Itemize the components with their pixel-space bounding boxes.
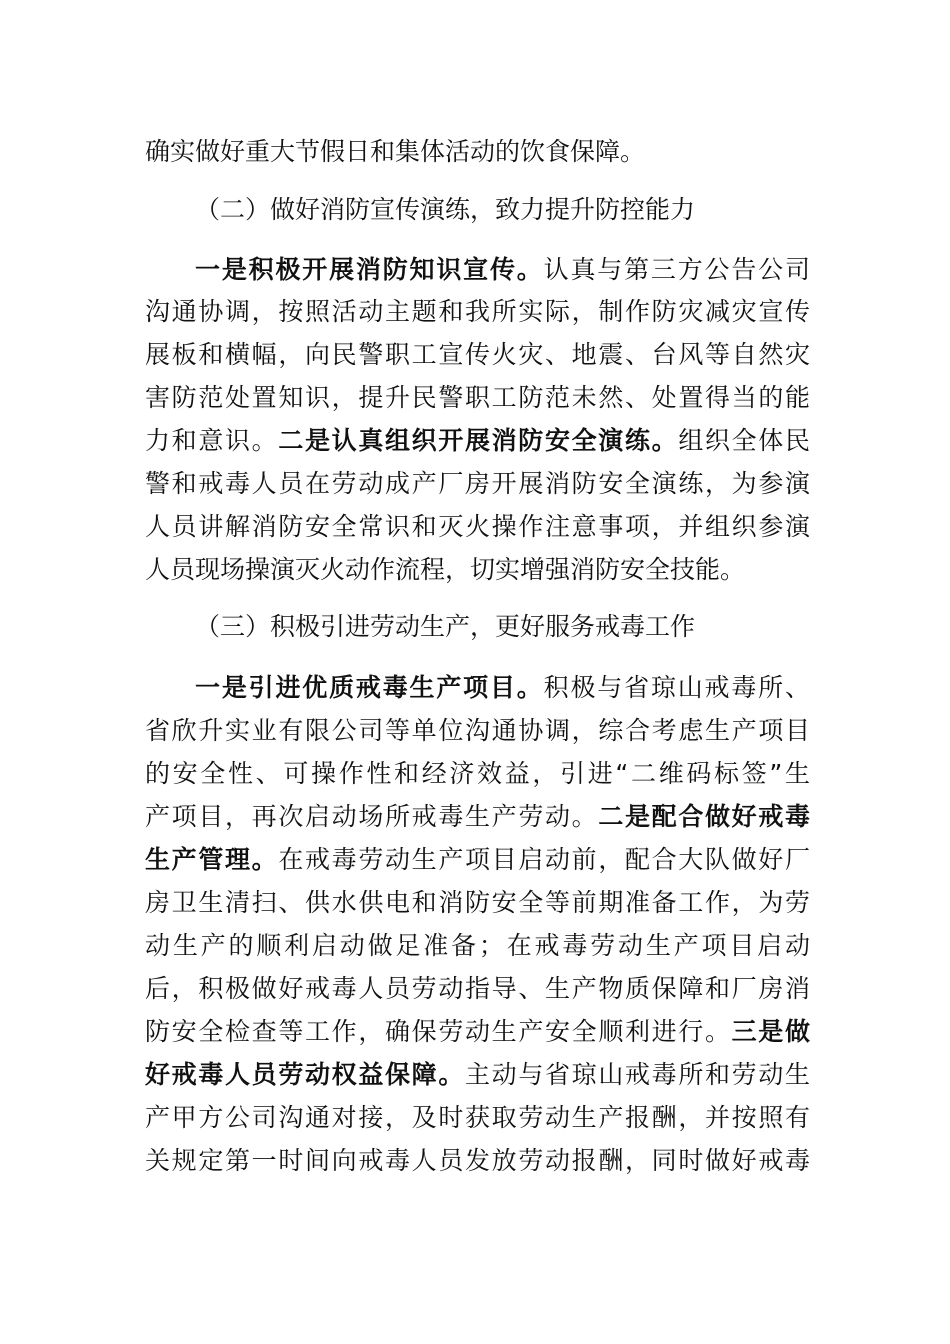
text-line — [145, 711, 810, 751]
text-line — [145, 883, 810, 923]
text-line — [145, 926, 810, 966]
body-text: 后，积极做好戒毒人员劳动指导、生产物质保障和厂房消 — [145, 974, 810, 1003]
text-line — [145, 292, 810, 332]
text-line — [145, 797, 810, 837]
bold-lead-text: 生产管理。 — [145, 845, 279, 874]
body-text: 主动与省琼山戒毒所和劳动生 — [465, 1060, 810, 1089]
body-text: 展板和横幅，向民警职工宣传火灾、地震、台风等自然灾 — [145, 340, 810, 369]
body-text: 人员讲解消防安全常识和灭火操作注意事项，并组织参演 — [145, 512, 810, 541]
body-text: 产甲方公司沟通对接，及时获取劳动生产报酬，并按照有 — [145, 1103, 810, 1132]
text-line — [145, 969, 810, 1009]
bold-lead-text: 二是认真组织开展消防安全演练。 — [278, 426, 679, 455]
text-line — [145, 1098, 810, 1138]
body-text: 关规定第一时间向戒毒人员发放劳动报酬，同时做好戒毒 — [145, 1146, 810, 1175]
body-text: （二）做好消防宣传演练，致力提升防控能力 — [195, 195, 696, 224]
bold-lead-text: 三是做 — [731, 1017, 810, 1046]
body-text: 确实做好重大节假日和集体活动的饮食保障。 — [145, 137, 646, 166]
text-line — [145, 550, 810, 590]
text-line — [145, 1055, 810, 1095]
text-line — [145, 132, 810, 172]
body-text: 的安全性、可操作性和经济效益，引进“二维码标签”生 — [145, 759, 810, 788]
text-line — [145, 840, 810, 880]
body-text: 警和戒毒人员在劳动成产厂房开展消防安全演练，为参演 — [145, 469, 810, 498]
paragraph-first-line — [195, 668, 810, 708]
body-text: 认真与第三方公告公司 — [543, 255, 810, 284]
body-text: 害防范处置知识，提升民警职工防范未然、处置得当的能 — [145, 383, 810, 412]
body-text: 人员现场操演灭火动作流程，切实增强消防安全技能。 — [145, 555, 746, 584]
section-heading — [195, 190, 810, 230]
body-text: 产项目，再次启动场所戒毒生产劳动。 — [145, 802, 599, 831]
text-line — [145, 335, 810, 375]
bold-lead-text: 一是积极开展消防知识宣传。 — [195, 255, 544, 284]
bold-lead-text: 好戒毒人员劳动权益保障。 — [145, 1060, 465, 1089]
paragraph-first-line — [195, 250, 810, 290]
body-text: 省欣升实业有限公司等单位沟通协调，综合考虑生产项目 — [145, 716, 810, 745]
text-line — [145, 754, 810, 794]
text-line — [145, 378, 810, 418]
bold-lead-text: 二是配合做好戒毒 — [598, 802, 810, 831]
body-text: 积极与省琼山戒毒所、 — [543, 673, 810, 702]
body-text: （三）积极引进劳动生产，更好服务戒毒工作 — [195, 612, 696, 641]
section-heading — [195, 607, 810, 647]
bold-lead-text: 一是引进优质戒毒生产项目。 — [195, 673, 544, 702]
body-text: 组织全体民 — [678, 426, 810, 455]
body-text: 房卫生清扫、供水供电和消防安全等前期准备工作，为劳 — [145, 888, 810, 917]
body-text: 沟通协调，按照活动主题和我所实际，制作防灾减灾宣传 — [145, 297, 810, 326]
body-text: 动生产的顺利启动做足准备；在戒毒劳动生产项目启动 — [145, 931, 810, 960]
text-line — [145, 1012, 810, 1052]
text-line — [145, 507, 810, 547]
body-text: 力和意识。 — [145, 426, 279, 455]
body-text: 在戒毒劳动生产项目启动前，配合大队做好厂 — [278, 845, 810, 874]
body-text: 防安全检查等工作，确保劳动生产安全顺利进行。 — [145, 1017, 732, 1046]
text-line — [145, 1141, 810, 1181]
text-line — [145, 421, 810, 461]
text-line — [145, 464, 810, 504]
